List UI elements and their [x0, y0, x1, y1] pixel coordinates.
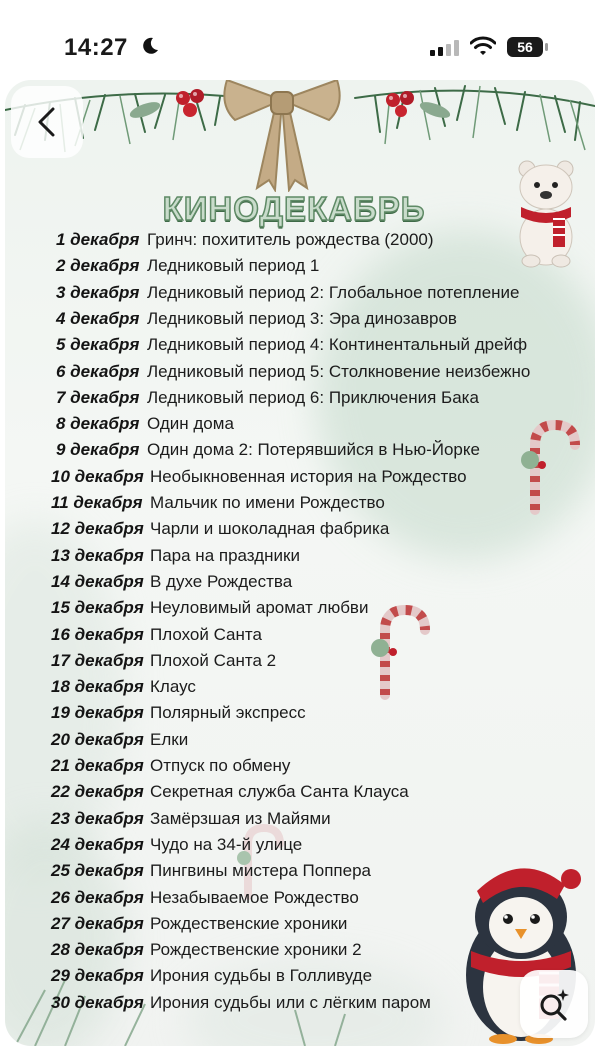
schedule-date: 18 декабря [51, 677, 144, 697]
schedule-date: 9 декабря [56, 440, 140, 460]
schedule-film-title: Неуловимый аромат любви [150, 598, 369, 618]
schedule-date: 2 декабря [56, 256, 140, 276]
schedule-date: 7 декабря [56, 387, 140, 407]
schedule-film-title: Секретная служба Санта Клауса [150, 782, 409, 802]
visual-search-icon [537, 987, 571, 1021]
schedule-date: 23 декабря [51, 808, 144, 828]
schedule-date: 13 декабря [51, 545, 144, 565]
schedule-film-title: Плохой Санта [150, 624, 262, 644]
schedule-film-title: Один дома 2: Потерявшийся в Нью-Йорке [147, 440, 480, 460]
schedule-date: 26 декабря [51, 887, 144, 907]
schedule-film-title: Клаус [150, 677, 196, 697]
schedule-film-title: Ледниковый период 6: Приключения Бака [147, 387, 479, 407]
schedule-date: 20 декабря [51, 729, 144, 749]
schedule-film-title: Плохой Санта 2 [150, 650, 277, 670]
schedule-film-title: Ледниковый период 5: Столкновение неизбежно [147, 361, 531, 381]
visual-search-button[interactable] [520, 970, 588, 1038]
schedule-date: 5 декабря [56, 335, 140, 355]
schedule-film-title: Ледниковый период 4: Континентальный дрейф [147, 335, 528, 355]
schedule-film-title: Ледниковый период 3: Эра динозавров [147, 308, 457, 328]
schedule-date: 29 декабря [51, 966, 144, 986]
schedule-date: 12 декабря [51, 519, 144, 539]
schedule-film-title: Рождественские хроники [150, 913, 348, 933]
schedule-date: 30 декабря [51, 992, 144, 1012]
schedule-date: 24 декабря [51, 834, 144, 854]
schedule-film-title: Ледниковый период 2: Глобальное потепление [147, 282, 520, 302]
schedule-film-title: Ледниковый период 1 [147, 256, 320, 276]
schedule-date: 27 декабря [51, 913, 144, 933]
schedule-film-title: Ирония судьбы или с лёгким паром [150, 992, 431, 1012]
schedule-date: 11 декабря [51, 493, 143, 512]
schedule-date: 4 декабря [56, 308, 140, 328]
schedule-date: 25 декабря [51, 861, 144, 881]
schedule-date: 17 декабря [51, 650, 144, 670]
schedule-date: 21 декабря [51, 756, 144, 775]
schedule-date: 15 декабря [51, 598, 144, 618]
schedule-date: 8 декабря [56, 414, 140, 434]
schedule-date: 3 декабря [56, 282, 140, 302]
status-time: 14:27 [64, 34, 128, 61]
schedule-film-title: Замёрзшая из Майями [150, 808, 331, 828]
schedule-film-title: Мальчик по имени Рождество [150, 493, 385, 512]
schedule-film-title: Полярный экспресс [150, 703, 306, 723]
schedule-film-title: Пара на праздники [150, 545, 300, 565]
schedule-film-title: Отпуск по обмену [150, 756, 291, 775]
schedule-date: 28 декабря [51, 940, 144, 960]
schedule-film-title: Рождественские хроники 2 [150, 940, 362, 960]
schedule-film-title: В духе Рождества [150, 571, 293, 591]
schedule-film-title: Необыкновенная история на Рождество [150, 466, 467, 486]
schedule-date: 10 декабря [51, 466, 144, 486]
schedule-film-title: Пингвины мистера Поппера [150, 861, 371, 881]
schedule-date: 14 декабря [51, 571, 144, 591]
schedule-film-title: Чудо на 34-й улице [150, 834, 303, 854]
schedule-date: 6 декабря [56, 361, 140, 381]
schedule-film-title: Незабываемое Рождество [150, 887, 359, 907]
schedule-date: 22 декабря [51, 782, 144, 802]
schedule-film-title: Елки [150, 729, 189, 749]
schedule-film-title: Ирония судьбы в Голливуде [150, 966, 373, 986]
battery-level: 56 [507, 37, 543, 57]
schedule-film-title: Чарли и шоколадная фабрика [150, 519, 390, 539]
page-title: КИНОДЕКАБРЬ [162, 190, 426, 227]
schedule-date: 16 декабря [51, 624, 144, 644]
schedule-date: 19 декабря [51, 703, 144, 723]
schedule-film-title: Один дома [147, 414, 234, 434]
schedule-date: 1 декабря [56, 230, 140, 249]
schedule-film-title: Гринч: похититель рождества (2000) [147, 230, 434, 249]
